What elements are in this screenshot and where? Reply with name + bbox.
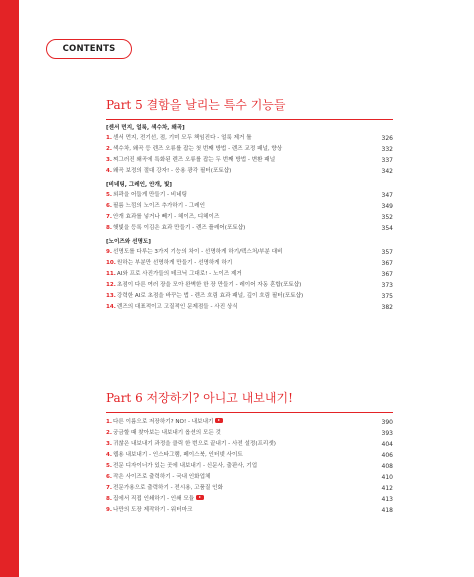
entry-number: 9.: [106, 249, 113, 255]
toc-entry: [106, 417, 393, 428]
part6-block: [106, 389, 426, 516]
entry-number: 4.: [106, 452, 113, 458]
toc-entry: [106, 472, 393, 483]
entry-title: 찌그러진 왜곡에 특화된 렌즈 오류를 잡는 두 번째 방법 - 변환 패널: [113, 157, 276, 163]
part5-block: [106, 96, 426, 313]
youtube-play-icon: [196, 495, 204, 500]
entry-title: 다른 이름으로 저장하기? NO! - 내보내기: [113, 419, 214, 425]
entry-title: 작은 사이즈로 출력하기 - 국내 인화업체: [113, 474, 211, 480]
toc-entry: [106, 155, 393, 166]
entry-page-number: 404: [381, 441, 393, 448]
part5-sections: [106, 124, 426, 313]
entry-title: 선명도를 다루는 3가지 기능의 차이 - 선명하게 하기/텍스처/부분 대비: [113, 249, 283, 255]
toc-entry: [106, 258, 393, 269]
entry-title: 햇빛을 등록 이김은 효과 만들기 - 렌즈 플레어(포토샵): [113, 225, 246, 231]
entry-number: 5.: [106, 192, 113, 198]
section-heading: [노이즈와 선명도]: [106, 239, 151, 245]
entry-page-number: 354: [381, 225, 393, 232]
entry-number: 11.: [106, 271, 116, 277]
toc-entry: [106, 223, 393, 234]
entry-page-number: 413: [381, 496, 393, 503]
entry-title: 센서 먼지, 전기선, 점, 기미 모두 책임진다 - 얼룩 제거 툴: [113, 135, 252, 141]
toc-section: [106, 238, 426, 313]
entry-page-number: 352: [381, 214, 393, 221]
entry-number: 9.: [106, 507, 113, 513]
entry-page-number: 367: [381, 260, 393, 267]
entry-title: 왜곡 보정의 절대 강자! - 응용 광각 필터(포토샵): [113, 168, 232, 174]
entry-page-number: 393: [381, 430, 393, 437]
toc-entry: [106, 428, 393, 439]
entry-title: 외곽을 어둡게 만들기 - 비네팅: [113, 192, 188, 198]
entry-page-number: 410: [381, 474, 393, 481]
toc-section: [106, 124, 426, 177]
entry-title: 전문 디자이너가 있는 곳에 내보내기 - 신문사, 출판사, 기업: [113, 463, 258, 469]
entry-number: 2.: [106, 430, 113, 436]
entry-number: 10.: [106, 260, 116, 266]
entry-number: 1.: [106, 419, 113, 425]
entry-page-number: 326: [381, 135, 393, 142]
entry-title: 집에서 직접 인쇄하기 - 인쇄 모듈: [113, 496, 195, 502]
toc-entry: [106, 291, 393, 302]
toc-entry: [106, 144, 393, 155]
entry-title: 귀찮은 내보내기 과정을 클릭 한 번으로 끝내기 - 사전 설정(프리셋): [113, 441, 276, 447]
entry-title: 강력한 AI로 초점을 바꾸는 법 - 렌즈 흐림 효과 패널, 깊이 흐림 필터(포토샵): [116, 293, 304, 299]
entry-page-number: 418: [381, 507, 393, 514]
entry-title: 색수차, 왜곡 등 렌즈 오류를 잡는 첫 번째 방법 - 렌즈 교정 패널, 향상: [113, 146, 283, 152]
entry-number: 4.: [106, 168, 113, 174]
entry-page-number: 406: [381, 452, 393, 459]
toc-entry: [106, 133, 393, 144]
entry-number: 14.: [106, 304, 116, 310]
entry-title: AI와 프로 사진가들의 테크닉 그대로! - 노이즈 제거: [116, 271, 242, 277]
toc-entry: [106, 247, 393, 258]
part6-items: [106, 417, 426, 516]
entry-page-number: 373: [381, 282, 393, 289]
part5-divider: [106, 119, 393, 120]
section-heading: [센서 먼지, 얼룩, 색수차, 왜곡]: [106, 125, 185, 131]
entry-page-number: 412: [381, 485, 393, 492]
toc-entry: [106, 212, 393, 223]
toc-entry: [106, 494, 393, 505]
part6-title: Part 6 저장하기? 아니고 내보내기!: [106, 391, 293, 405]
toc-entry: [106, 483, 393, 494]
entry-number: 7.: [106, 485, 113, 491]
entry-number: 3.: [106, 441, 113, 447]
entry-title: 원하는 부분만 선명하게 만들기 - 선명하게 하기: [116, 260, 233, 266]
toc-entry: [106, 461, 393, 472]
entry-page-number: 332: [381, 146, 393, 153]
contents-badge: CONTENTS: [46, 39, 132, 59]
section-heading: [비네팅, 그레인, 안개, 빛]: [106, 182, 172, 188]
entry-title: 필름 느낌의 노이즈 추가하기 - 그레인: [113, 203, 205, 209]
toc-section: [106, 181, 426, 234]
toc-entry: [106, 439, 393, 450]
toc-entry: [106, 201, 393, 212]
entry-number: 13.: [106, 293, 116, 299]
entry-number: 1.: [106, 135, 113, 141]
entry-number: 8.: [106, 225, 113, 231]
entry-title: 웹용 내보내기 - 인스타그램, 페이스북, 인터넷 사이트: [113, 452, 243, 458]
entry-number: 6.: [106, 474, 113, 480]
toc-entry: [106, 190, 393, 201]
entry-title: 렌즈의 대표적이고 고질적인 문제점들 - 사진 상식: [116, 304, 238, 310]
entry-number: 6.: [106, 203, 113, 209]
entry-page-number: 337: [381, 157, 393, 164]
entry-title: 전문가용으로 출력하기 - 전시용, 고품질 인화: [113, 485, 223, 491]
toc-entry: [106, 505, 393, 516]
entry-number: 8.: [106, 496, 113, 502]
entry-number: 2.: [106, 146, 113, 152]
entry-title: 나만의 도장 제작하기 - 워터마크: [113, 507, 193, 513]
entry-page-number: 375: [381, 293, 393, 300]
toc-entry: [106, 166, 393, 177]
entry-number: 7.: [106, 214, 113, 220]
part5-title: Part 5 결함을 날리는 특수 기능들: [106, 98, 286, 112]
entry-page-number: 390: [381, 419, 393, 426]
entry-title: 궁금할 때 찾아보는 내보내기 옵션의 모든 것: [113, 430, 221, 436]
toc-entry: [106, 450, 393, 461]
entry-page-number: 342: [381, 168, 393, 175]
entry-title: 안개 효과를 넣거나 빼기 - 헤이즈, 디헤이즈: [113, 214, 220, 220]
entry-page-number: 349: [381, 203, 393, 210]
entry-page-number: 408: [381, 463, 393, 470]
entry-number: 5.: [106, 463, 113, 469]
entry-title: 초점이 다른 여러 장을 모아 완벽한 한 장 만들기 - 레이어 자동 혼합(포토샵): [116, 282, 302, 288]
toc-entry: [106, 269, 393, 280]
entry-page-number: 367: [381, 271, 393, 278]
toc-entry: [106, 280, 393, 291]
entry-page-number: 382: [381, 304, 393, 311]
red-side-bar: [0, 0, 19, 577]
part6-divider: [106, 412, 393, 413]
entry-number: 3.: [106, 157, 113, 163]
entry-page-number: 347: [381, 192, 393, 199]
toc-entry: [106, 302, 393, 313]
entry-number: 12.: [106, 282, 116, 288]
entry-page-number: 357: [381, 249, 393, 256]
youtube-play-icon: [215, 418, 223, 423]
